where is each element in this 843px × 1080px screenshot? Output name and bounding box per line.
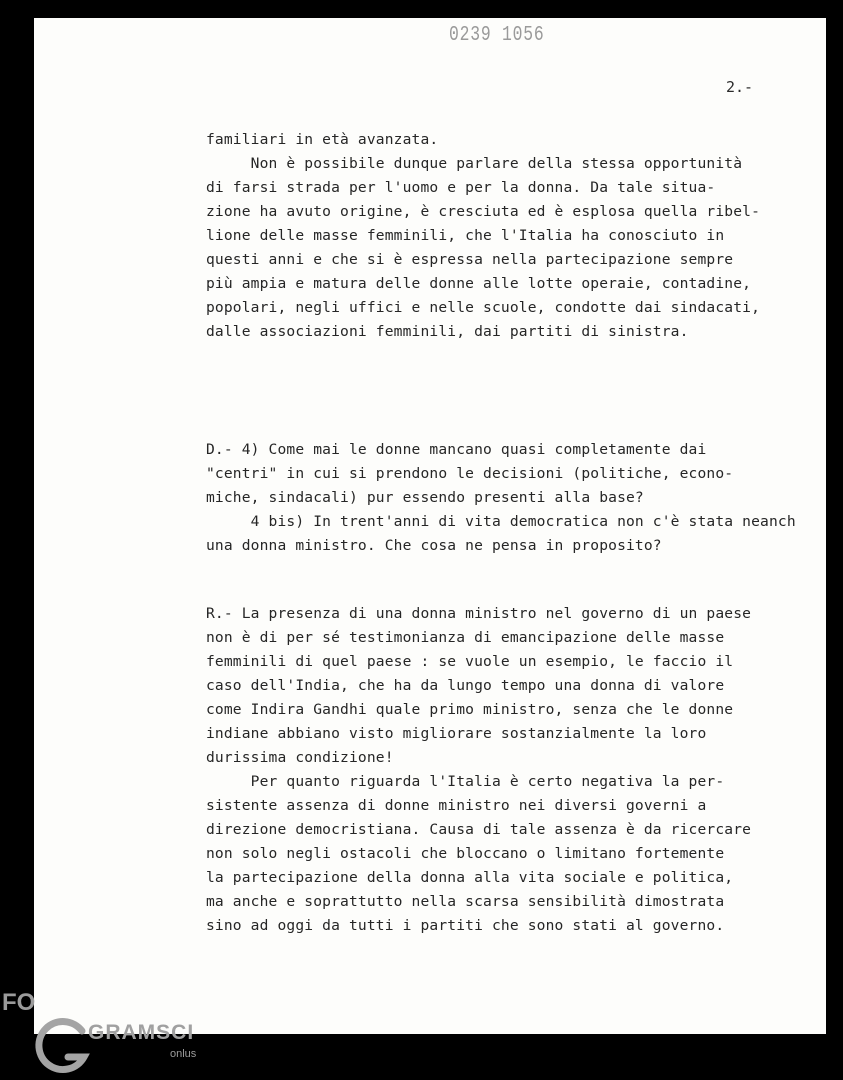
answer-line: R.- La presenza di una donna ministro nel governo di un paese: [206, 605, 752, 622]
answer-line: direzione democristiana. Causa di tale assenza è da ricercare: [206, 821, 752, 838]
watermark-name: GRAMSCI: [88, 1021, 195, 1044]
answer-line: sino ad oggi da tutti i partiti che sono stati al governo.: [206, 917, 725, 934]
question-line: una donna ministro. Che cosa ne pensa in proposito?: [206, 537, 662, 554]
archive-stamp: 0239 1056: [449, 24, 545, 47]
watermark-suffix: onlus: [170, 1048, 197, 1060]
answer-line: la partecipazione della donna alla vita sociale e politica,: [206, 869, 734, 886]
answer-line: femminili di quel paese : se vuole un esempio, le faccio il: [206, 653, 734, 670]
answer-line: come Indira Gandhi quale primo ministro, senza che le donne: [206, 701, 734, 718]
watermark-fo: FO: [2, 989, 36, 1016]
question-line: 4 bis) In trent'anni di vita democratica non c'è stata neanch: [206, 513, 796, 530]
question-line: "centri" in cui si prendono le decisioni (politiche, econo-: [206, 465, 734, 482]
answer-line: non è di per sé testimonianza di emancipazione delle masse: [206, 629, 725, 646]
answer-line: caso dell'India, che ha da lungo tempo una donna di valore: [206, 677, 725, 694]
answer-line: durissima condizione!: [206, 749, 394, 766]
gramsci-logo-icon: [34, 1017, 94, 1077]
text-line: zione ha avuto origine, è cresciuta ed è esplosa quella ribel-: [206, 203, 761, 220]
document-page: [34, 18, 826, 1034]
text-line: di farsi strada per l'uomo e per la donna. Da tale situa-: [206, 179, 716, 196]
page-number: 2.-: [726, 78, 754, 96]
answer-line: Per quanto riguarda l'Italia è certo negativa la per-: [206, 773, 725, 790]
text-line: Non è possibile dunque parlare della stessa opportunità: [206, 155, 743, 172]
text-line: lione delle masse femminili, che l'Italia ha conosciuto in: [206, 227, 725, 244]
answer-line: sistente assenza di donne ministro nei diversi governi a: [206, 797, 707, 814]
answer-line: non solo negli ostacoli che bloccano o limitano fortemente: [206, 845, 725, 862]
answer-line: indiane abbiano visto migliorare sostanzialmente la loro: [206, 725, 707, 742]
question-line: D.- 4) Come mai le donne mancano quasi completamente dai: [206, 441, 707, 458]
text-line: popolari, negli uffici e nelle scuole, condotte dai sindacati,: [206, 299, 761, 316]
answer-line: ma anche e soprattutto nella scarsa sensibilità dimostrata: [206, 893, 725, 910]
text-line: familiari in età avanzata.: [206, 131, 439, 148]
gramsci-watermark: [0, 965, 220, 1080]
text-line: questi anni e che si è espressa nella partecipazione sempre: [206, 251, 734, 268]
text-line: più ampia e matura delle donne alle lotte operaie, contadine,: [206, 275, 752, 292]
text-line: dalle associazioni femminili, dai partiti di sinistra.: [206, 323, 689, 340]
question-line: miche, sindacali) pur essendo presenti alla base?: [206, 489, 644, 506]
